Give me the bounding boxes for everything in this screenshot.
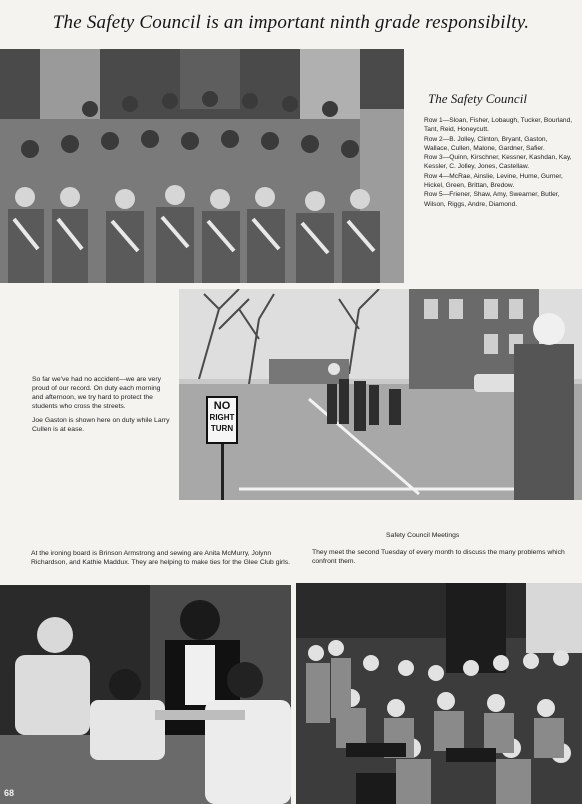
meeting-photo: [296, 583, 582, 804]
crossing-caption-text: So far we've had no accident—we are very proud of our record. On duty each morning and afternoon, we try hard to protect the students who cross the streets.: [32, 376, 161, 410]
sign-line: NO: [213, 400, 231, 412]
safety-council-title: The Safety Council: [428, 91, 527, 106]
page-number: 68: [4, 788, 15, 798]
roster-row: Row 5—Friener, Shaw, Amy, Swearner, Butler, Wilson, Riggs, Andre, Diamond.: [424, 191, 560, 208]
roster-row: Row 2—B. Jolley, Clinton, Bryant, Gaston, Wallace, Cullen, Malone, Gardner, Safier.: [424, 135, 548, 152]
roster-row: Row 4—McRae, Ainslie, Levine, Hume, Gurner, Hickel, Green, Brittan, Bredow.: [424, 172, 563, 190]
crossing-caption-text: Joe Gaston is shown here on duty while Larry Cullen is at ease.: [32, 417, 170, 433]
sign-line: TURN: [210, 424, 234, 433]
sign-line: RIGHT: [209, 413, 235, 422]
roster-row: Row 3—Quinn, Kirschner, Kessner, Kashdan, Kay, Kessler, C. Jolley, Jones, Castellaw.: [424, 154, 572, 171]
meetings-text: They meet the second Tuesday of every month to discuss the many problems which confront them.: [312, 549, 565, 565]
roster-row: Row 1—Sloan, Fisher, Lobaugh, Tucker, Bourland, Tant, Reid, Honeycutt.: [424, 117, 573, 134]
meetings-title: Safety Council Meetings: [386, 532, 460, 539]
sign-post: [221, 444, 224, 500]
group-photo: [0, 49, 404, 283]
page-headline: The Safety Council is an important ninth grade responsibilty.: [52, 12, 530, 33]
ironing-caption: At the ironing board is Brinson Armstrong and sewing are Anita McMurry, Jolynn Richardson, and Kathie Maddux. They are helping to make ties for the Glee Club girls.: [31, 550, 291, 566]
safety-council-roster: [424, 116, 574, 209]
crossing-caption: [32, 375, 172, 439]
no-right-turn-sign: [206, 396, 238, 444]
sewing-photo: [0, 585, 291, 804]
crossing-photo: [179, 289, 582, 500]
